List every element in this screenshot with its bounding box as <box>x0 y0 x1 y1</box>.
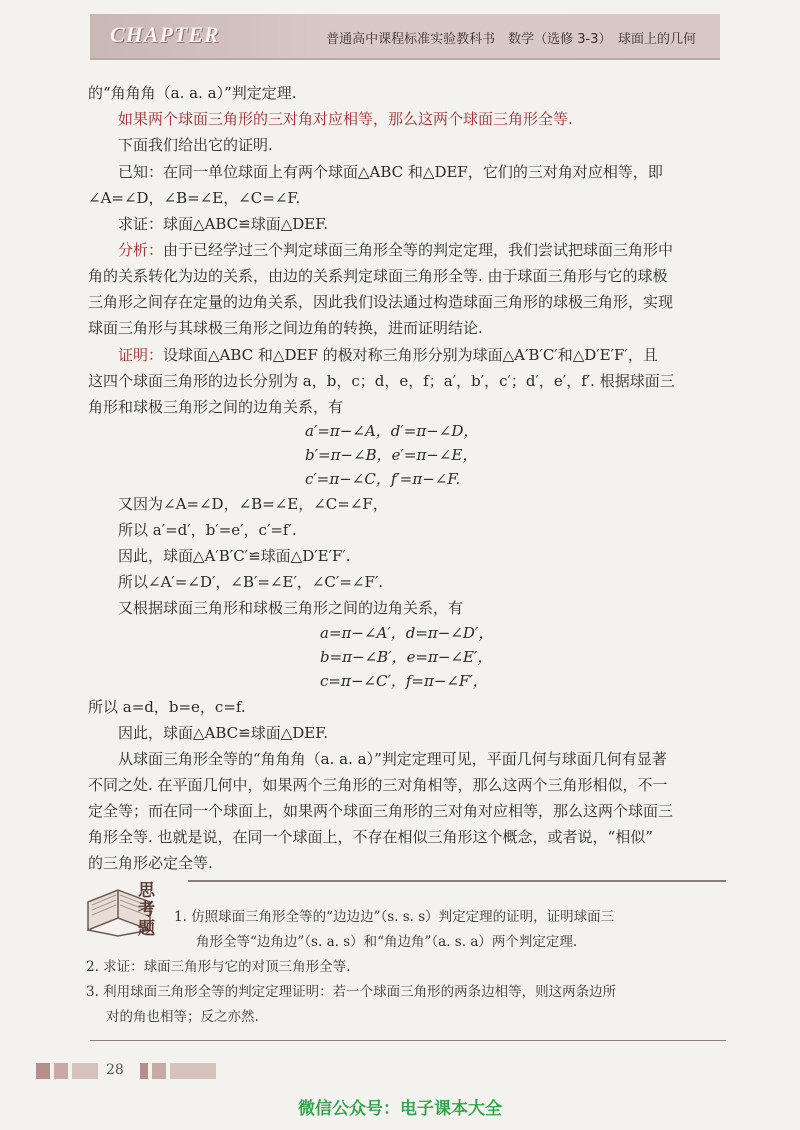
text-line: 角形和球极三角形之间的边角关系，有 <box>88 398 344 416</box>
formula-line: b′=π−∠B，e′=π−∠E， <box>305 446 478 464</box>
exercise-item: 角形全等“边角边”（s. a. s）和“角边角”（a. s. a）两个判定定理. <box>196 934 578 950</box>
footer-block <box>54 1063 68 1079</box>
watermark: 微信公众号：电子课本大全 <box>298 1099 502 1119</box>
text-line: 球面三角形与其球极三角形之间边角的转换，进而证明结论. <box>88 319 483 337</box>
text-line: 定全等；而在同一个球面上，如果两个球面三角形的三对角对应相等，那么这两个球面三 <box>88 802 674 820</box>
formula-line: a=π−∠A′，d=π−∠D′， <box>320 624 494 642</box>
text-line: 因此，球面△ABC≌球面△DEF. <box>118 724 329 742</box>
text-line: 角形全等. 也就是说，在同一个球面上，不存在相似三角形这个概念，或者说，“相似” <box>88 828 653 846</box>
text-line: 的“角角角（a. a. a）”判定定理. <box>88 84 297 102</box>
theorem-statement: 如果两个球面三角形的三对角对应相等，那么这两个球面三角形全等. <box>118 110 573 128</box>
text-line: 角的关系转化为边的关系，由边的关系判定球面三角形全等. 由于球面三角形与它的球极 <box>88 267 668 285</box>
text-line: 从球面三角形全等的“角角角（a. a. a）”判定定理可见，平面几何与球面几何有显著 <box>118 750 667 768</box>
footer-block <box>170 1063 216 1079</box>
given-angles: ∠A=∠D，∠B=∠E，∠C=∠F. <box>88 189 301 207</box>
formula-line: a′=π−∠A，d′=π−∠D， <box>305 422 479 440</box>
given-line: 已知：在同一单位球面上有两个球面△ABC 和△DEF，它们的三对角对应相等，即 <box>118 163 663 181</box>
text-line: 的三角形必定全等. <box>88 854 213 872</box>
text-line: 这四个球面三角形的边长分别为 a，b，c；d，e，f；a′，b′，c′；d′，e′，f′. 根据球面三 <box>88 372 675 390</box>
analysis-line: 分析：由于已经学过三个判定球面三角形全等的判定定理，我们尝试把球面三角形中 <box>118 241 674 259</box>
exercise-item: 2. 求证：球面三角形与它的对顶三角形全等. <box>86 959 351 975</box>
text-line: 所以 a′=d′，b′=e′，c′=f′. <box>118 521 297 539</box>
proof-line: 证明：设球面△ABC 和△DEF 的极对称三角形分别为球面△A′B′C′和△D′E′F′，且 <box>118 346 658 364</box>
section-label: 证明： <box>118 346 164 364</box>
text-line: 因此，球面△A′B′C′≌球面△D′E′F′. <box>118 547 351 565</box>
footer-block <box>152 1063 166 1079</box>
think-label-text: 思考题 <box>138 881 155 939</box>
exercise-item: 1. 仿照球面三角形全等的“边边边”（s. s. s）判定定理的证明，证明球面三 <box>174 909 615 925</box>
think-label <box>138 882 164 939</box>
formula-line: c′=π−∠C，f′=π−∠F. <box>305 470 461 488</box>
formula-line: c=π−∠C′，f=π−∠F′， <box>320 672 488 690</box>
footer-block <box>36 1063 50 1079</box>
page-number: 28 <box>106 1062 124 1078</box>
text-line: 不同之处. 在平面几何中，如果两个三角形的三对角相等，那么这两个三角形相似，不一 <box>88 776 668 794</box>
text-line: 三角形之间存在定量的边角关系，因此我们设法通过构造球面三角形的球极三角形，实现 <box>88 293 674 311</box>
exercise-item: 对的角也相等；反之亦然. <box>106 1009 259 1025</box>
chapter-header <box>90 14 720 60</box>
text-line: 所以∠A′=∠D′，∠B′=∠E′，∠C′=∠F′. <box>118 573 384 591</box>
text-line: 下面我们给出它的证明. <box>118 136 273 154</box>
think-box <box>86 880 726 1030</box>
text-line: 所以 a=d，b=e，c=f. <box>88 698 246 716</box>
divider <box>188 880 726 882</box>
exercise-item: 3. 利用球面三角形全等的判定定理证明：若一个球面三角形的两条边相等，则这两条边所 <box>86 984 617 1000</box>
divider <box>90 1040 726 1041</box>
to-prove-line: 求证：球面△ABC≌球面△DEF. <box>118 215 329 233</box>
section-label: 分析： <box>118 241 164 259</box>
footer-block <box>140 1063 148 1079</box>
text-line: 又根据球面三角形和球极三角形之间的边角关系，有 <box>118 599 464 617</box>
text-line: 又因为∠A=∠D，∠B=∠E，∠C=∠F， <box>118 495 388 513</box>
chapter-label: CHAPTER <box>110 22 220 47</box>
footer-block <box>72 1063 98 1079</box>
book-title: 普通高中课程标准实验教科书 数学（选修 3-3） 球面上的几何 <box>326 32 696 47</box>
formula-line: b=π−∠B′，e=π−∠E′， <box>320 648 493 666</box>
